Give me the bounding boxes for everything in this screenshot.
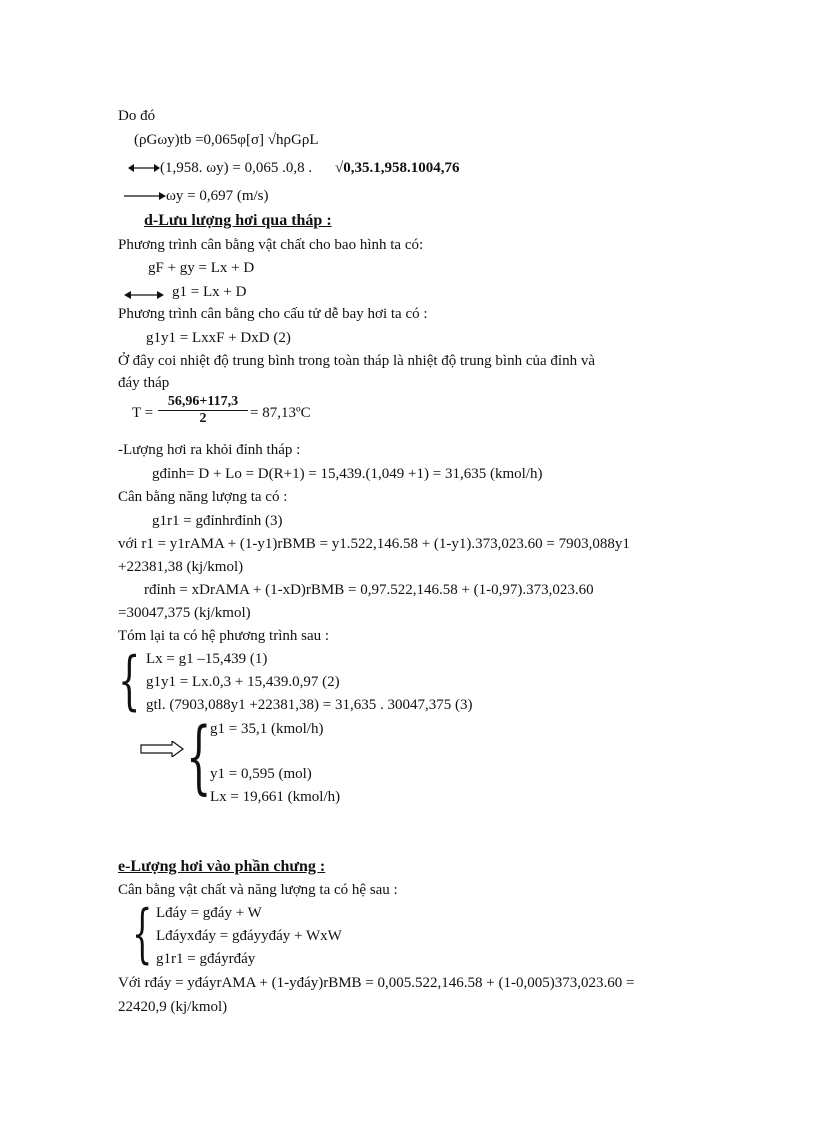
result-lx: Lx = 19,661 (kmol/h) (210, 789, 341, 805)
implies-arrow-icon (140, 741, 184, 757)
section-heading-e: e-Lượng hơi vào phần chưng : (118, 858, 326, 875)
left-brace-icon: { (186, 710, 212, 803)
temperature-fraction (158, 394, 248, 427)
double-arrow-icon (128, 162, 160, 174)
text-material-balance: Phương trình cân bằng vật chất cho bao hình ta có: (118, 237, 424, 253)
text-do-do: Do đó (118, 108, 156, 124)
stripping-eq-3: g1r1 = gđáyrđáy (156, 951, 256, 967)
result-velocity: ωy = 0,697 (m/s) (166, 188, 269, 204)
text-stripping-balance: Cân bằng vật chất và năng lượng ta có hệ sau : (118, 882, 398, 898)
equation-g1: g1 = Lx + D (172, 284, 247, 300)
equation-r-dinh-cont: =30047,375 (kj/kmol) (118, 605, 251, 621)
equation-r-dinh: rđỉnh = xDrAMA + (1-xD)rBMB = 0,97.522,146.58 + (1-0,97).373,023.60 (144, 582, 594, 598)
equation-2: g1y1 = LxxF + DxD (2) (146, 330, 291, 346)
left-brace-icon: { (118, 644, 141, 718)
stripping-eq-2: Lđáyxđáy = gđáyyđáy + WxW (156, 928, 342, 944)
text-day-thap: đáy tháp (118, 375, 170, 391)
fraction-denominator: 2 (199, 411, 207, 426)
equation-velocity-substitution: (1,958. ωy) = 0,065 .0,8 . (160, 160, 313, 176)
text-component-balance: Phương trình cân bằng cho cấu tử dễ bay hơi ta có : (118, 306, 428, 322)
result-y1: y1 = 0,595 (mol) (210, 766, 312, 782)
left-brace-icon: { (132, 897, 153, 971)
stripping-eq-1: Lđáy = gđáy + W (156, 905, 262, 921)
system-eq-3: gtl. (7903,088y1 +22381,38) = 31,635 . 30047,375 (3) (146, 697, 473, 713)
equation-r-day: Với rđáy = yđáyrAMA + (1-yđáy)rBMB = 0,005.522,146.58 + (1-0,005)373,023.60 = (118, 975, 635, 991)
right-arrow-icon (124, 190, 166, 202)
double-arrow-icon (124, 289, 164, 301)
equation-gf-gy: gF + gy = Lx + D (148, 260, 255, 276)
equation-r-day-cont: 22420,9 (kj/kmol) (118, 999, 228, 1015)
equation-r1-cont: +22381,38 (kj/kmol) (118, 559, 244, 575)
equation-r1: với r1 = y1rAMA + (1-y1)rBMB = y1.522,146.58 + (1-y1).373,023.60 = 7903,088y1 (118, 536, 630, 552)
text-temperature-note: Ở đây coi nhiệt độ trung bình trong toàn tháp là nhiệt độ trung bình của đỉnh và (118, 353, 595, 369)
result-g1: g1 = 35,1 (kmol/h) (210, 721, 324, 737)
temperature-rhs: = 87,13ºC (250, 405, 311, 421)
temperature-lhs: T = (132, 405, 154, 421)
text-energy-balance: Cân bằng năng lượng ta có : (118, 489, 288, 505)
equation-sqrt-term: √0,35.1,958.1004,76 (335, 160, 460, 176)
system-eq-1: Lx = g1 –15,439 (1) (146, 651, 268, 667)
fraction-numerator: 56,96+117,3 (158, 394, 248, 411)
equation-3: g1r1 = gđỉnhrđỉnh (3) (152, 513, 283, 529)
equation-flow-velocity: (ρGωy)tb =0,065φ[σ] √hρGρL (134, 132, 319, 148)
text-system-summary: Tóm lại ta có hệ phương trình sau : (118, 628, 330, 644)
text-top-vapor: -Lượng hơi ra khỏi đỉnh tháp : (118, 442, 301, 458)
section-heading-d: d-Lưu lượng hơi qua tháp : (144, 212, 332, 229)
system-eq-2: g1y1 = Lx.0,3 + 15,439.0,97 (2) (146, 674, 340, 690)
equation-g-dinh: gđỉnh= D + Lo = D(R+1) = 15,439.(1,049 +1) = 31,635 (kmol/h) (152, 466, 543, 482)
